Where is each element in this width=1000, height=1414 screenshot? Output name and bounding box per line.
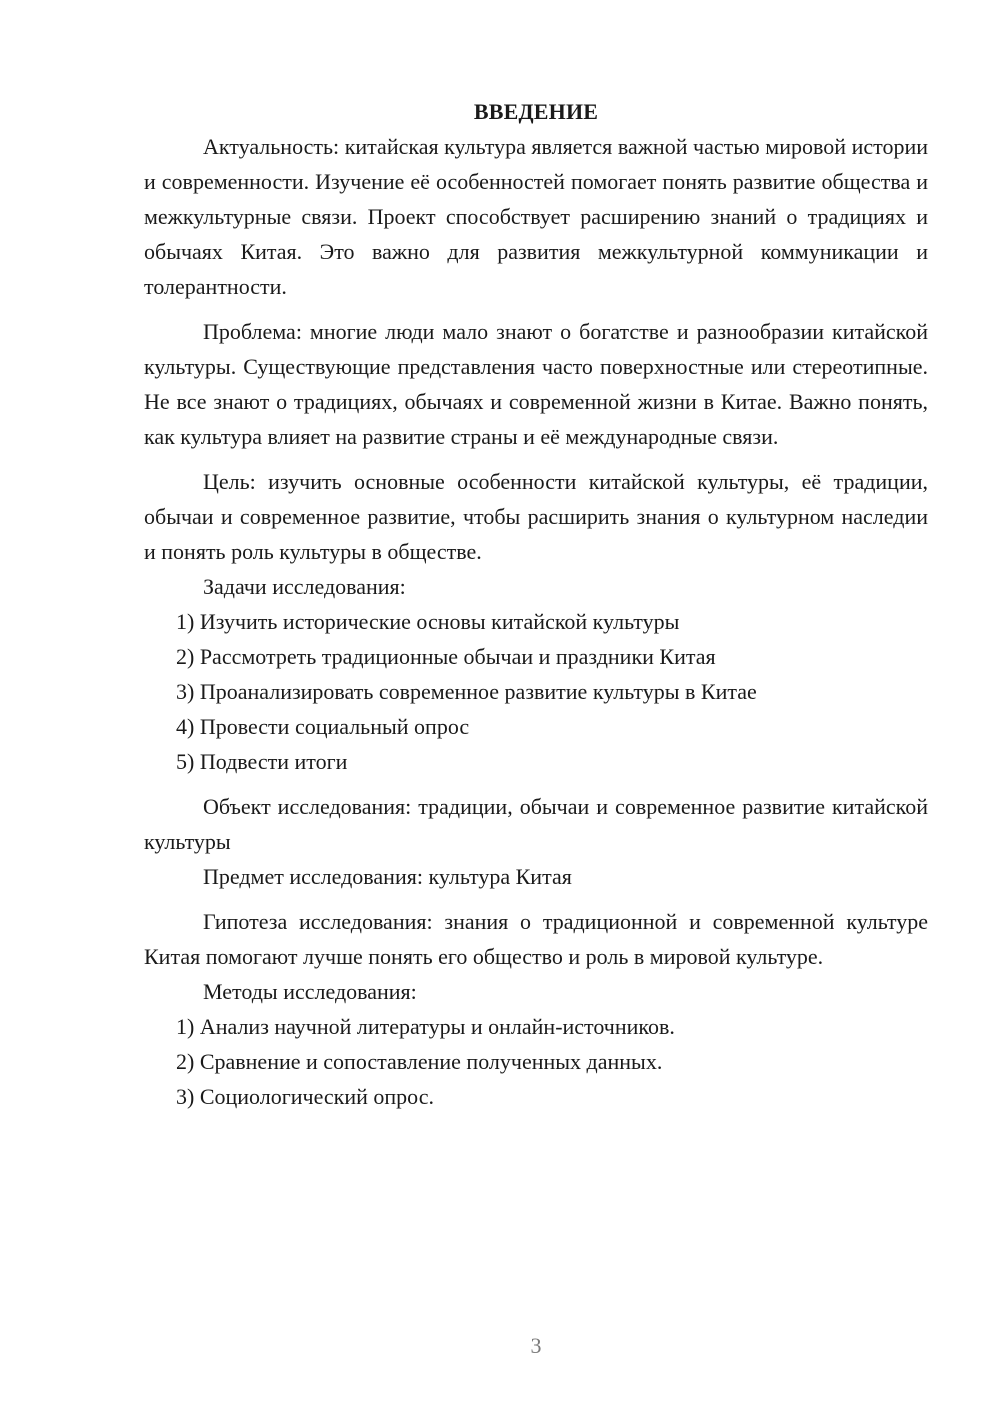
task-item-1: 1) Изучить исторические основы китайской культуры — [176, 609, 680, 634]
goal-paragraph: Цель: изучить основные особенности китайской культуры, её традиции, обычаи и современное развитие, чтобы расширить знания о культурном наследии и понять роль культуры в обществе. — [144, 469, 928, 564]
task-item-4: 4) Провести социальный опрос — [176, 714, 470, 739]
problem-paragraph: Проблема: многие люди мало знают о богатстве и разнообразии китайской культуры. Существующие представления часто поверхностные или стереотипные. Не все знают о традициях, обычаях и современной жизни в Китае. Важно понять, как культура влияет на развитие страны и её международные связи. — [144, 319, 928, 449]
hypothesis-paragraph: Гипотеза исследования: знания о традиционной и современной культуре Китая помогают лучше понять его общество и роль в мировой культуре. — [144, 909, 928, 969]
tasks-title: Задачи исследования: — [203, 574, 406, 599]
page-heading: ВВЕДЕНИЕ — [473, 99, 599, 124]
page-body — [144, 94, 928, 1114]
method-item-2: 2) Сравнение и сопоставление полученных данных. — [176, 1049, 663, 1074]
task-item-5: 5) Подвести итоги — [176, 749, 348, 774]
page-number: 3 — [530, 1333, 542, 1358]
method-item-1: 1) Анализ научной литературы и онлайн-источников. — [176, 1014, 675, 1039]
task-item-2: 2) Рассмотреть традиционные обычаи и праздники Китая — [176, 644, 716, 669]
method-item-3: 3) Социологический опрос. — [176, 1084, 434, 1109]
task-item-3: 3) Проанализировать современное развитие культуры в Китае — [176, 679, 757, 704]
methods-title: Методы исследования: — [203, 979, 417, 1004]
relevance-paragraph: Актуальность: китайская культура является важной частью мировой истории и современности. Изучение её особенностей помогает понять развитие общества и межкультурные связи. Проект способствует расширению знаний о традициях и обычаях Китая. Это важно для развития межкультурной коммуникации и толерантности. — [144, 134, 928, 299]
object-paragraph: Объект исследования: традиции, обычаи и современное развитие китайской культуры — [144, 794, 928, 854]
subject-paragraph: Предмет исследования: культура Китая — [203, 864, 572, 889]
